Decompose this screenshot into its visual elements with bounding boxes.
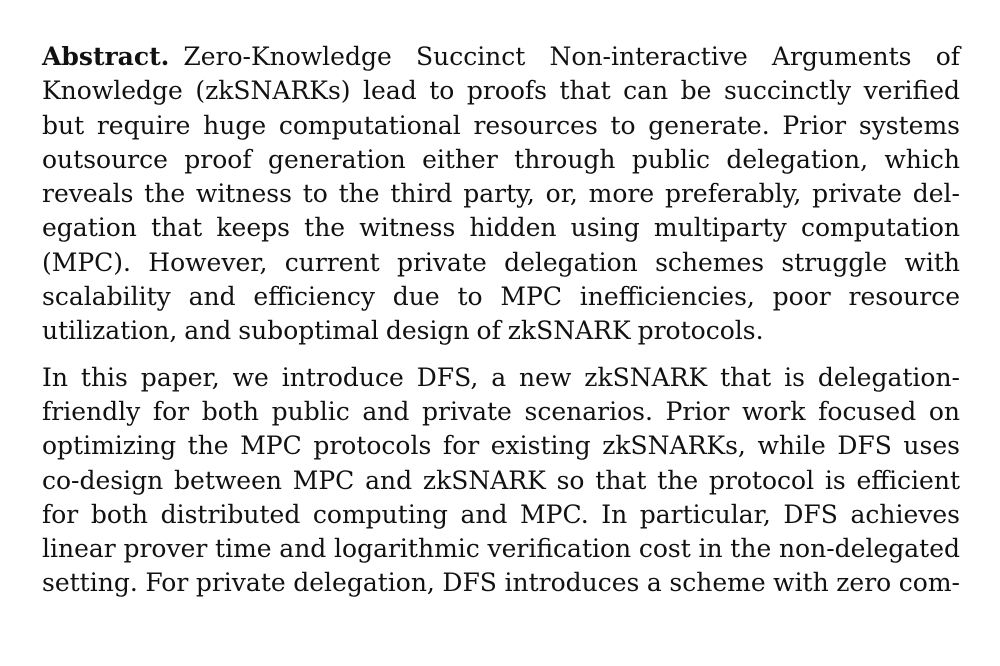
paragraph2-line-7: setting. For private delegation, DFS introduces a scheme with zero com- bbox=[42, 568, 960, 598]
abstract-line-1 bbox=[42, 40, 960, 74]
abstract-line-1-text: Zero-Knowledge Succinct Non-interactive Arguments of bbox=[183, 42, 960, 71]
paragraph-gap bbox=[42, 349, 960, 361]
paragraph2-line-3: optimizing the MPC protocols for existing zkSNARKs, while DFS uses bbox=[42, 431, 960, 461]
abstract-line-3: but require huge computational resources to generate. Prior systems bbox=[42, 110, 960, 140]
paragraph2-line-5: for both distributed computing and MPC. In particular, DFS achieves bbox=[42, 499, 960, 529]
abstract-line-7: (MPC). However, current private delegation schemes struggle with bbox=[42, 247, 960, 277]
abstract-line-6: egation that keeps the witness hidden using multiparty computation bbox=[42, 213, 960, 243]
abstract-line-4: outsource proof generation either through public delegation, which bbox=[42, 144, 960, 174]
paragraph2-line-2: friendly for both public and private scenarios. Prior work focused on bbox=[42, 396, 960, 426]
abstract-page bbox=[42, 40, 960, 601]
paragraph2-line-4: co-design between MPC and zkSNARK so that the protocol is efficient bbox=[42, 465, 960, 495]
paragraph2-line-1: In this paper, we introduce DFS, a new zkSNARK that is delegation- bbox=[42, 362, 960, 392]
abstract-line-2: Knowledge (zkSNARKs) lead to proofs that can be succinctly verified bbox=[42, 76, 960, 106]
abstract-line-5: reveals the witness to the third party, or, more preferably, private del- bbox=[42, 179, 960, 209]
abstract-line-8: scalability and efficiency due to MPC inefficiencies, poor resource bbox=[42, 282, 960, 312]
abstract-line-9: utilization, and suboptimal design of zkSNARK protocols. bbox=[42, 316, 764, 346]
paragraph2-line-6: linear prover time and logarithmic verification cost in the non-delegated bbox=[42, 534, 960, 564]
abstract-label: Abstract. bbox=[42, 42, 170, 71]
